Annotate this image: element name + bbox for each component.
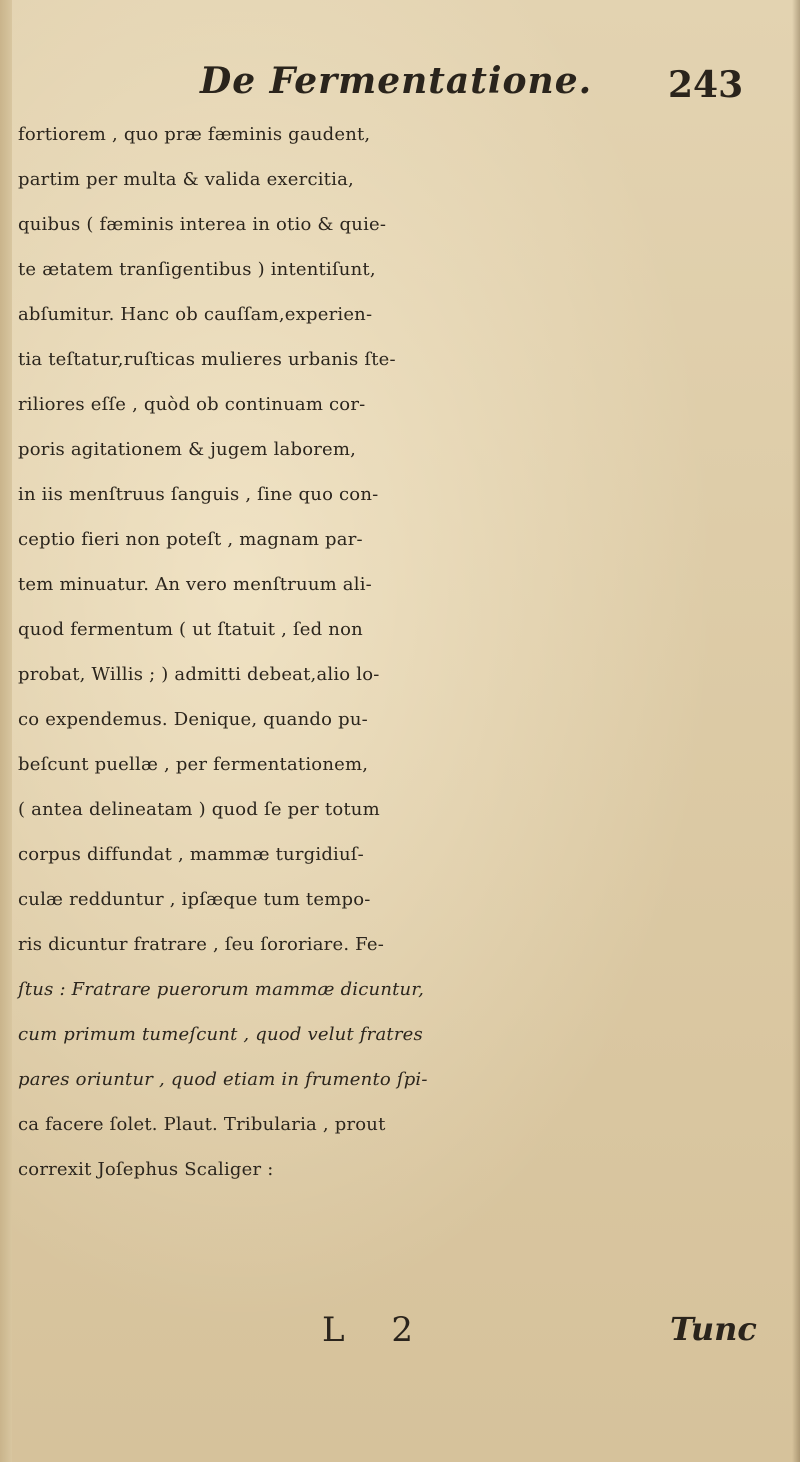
text-line: poris agitationem & jugem laborem, <box>18 439 357 460</box>
text-line: ris dicuntur fratrare , ſeu ſororiare. Fe- <box>18 934 385 955</box>
text-line: quod fermentum ( ut ſtatuit , ſed non <box>18 619 363 640</box>
text-line: tia teſtatur,ruſticas mulieres urbanis ſte- <box>18 349 396 370</box>
page-footer <box>0 1310 800 1360</box>
running-title: De Fermentatione. <box>200 60 593 102</box>
text-line: correxit Joſephus Scaliger : <box>18 1159 274 1180</box>
text-line: partim per multa & valida exercitia, <box>18 169 354 190</box>
text-line: tem minuatur. An vero menſtruum ali- <box>18 574 372 595</box>
text-line: co expendemus. Denique, quando pu- <box>18 709 368 730</box>
text-line: corpus diffundat , mammæ turgidiuſ- <box>18 844 364 865</box>
text-line: culæ redduntur , ipſæque tum tempo- <box>18 889 371 910</box>
signature-mark: L 2 <box>322 1310 432 1350</box>
text-line: ſtus : Fratrare puerorum mammæ dicuntur, <box>18 979 425 1000</box>
text-line: pares oriuntur , quod etiam in frumento ſpi- <box>18 1069 428 1090</box>
text-line: in iis menſtruus ſanguis , ſine quo con- <box>18 484 379 505</box>
text-line: te ætatem tranſigentibus ) intentiſunt, <box>18 259 376 280</box>
text-line: quibus ( fæminis interea in otio & quie- <box>18 214 387 235</box>
text-line: ca facere ſolet. Plaut. Tribularia , prout <box>18 1114 386 1135</box>
text-line: ( antea delineatam ) quod ſe per totum <box>18 799 380 820</box>
text-line: fortiorem , quo præ fæminis gaudent, <box>18 124 371 145</box>
catchword: Tunc <box>670 1310 757 1348</box>
page-number: 243 <box>668 64 744 106</box>
text-line: probat, Willis ; ) admitti debeat,alio lo- <box>18 664 380 685</box>
text-line: abſumitur. Hanc ob cauſſam,experien- <box>18 304 373 325</box>
page-header <box>0 60 800 110</box>
text-line: riliores eſſe , quòd ob continuam cor- <box>18 394 366 415</box>
page-gutter <box>0 0 12 1462</box>
text-line: ceptio fieri non poteſt , magnam par- <box>18 529 363 550</box>
text-line: beſcunt puellæ , per fermentationem, <box>18 754 369 775</box>
text-line: cum primum tumeſcunt , quod velut fratres <box>18 1024 423 1045</box>
body-text <box>18 112 798 1192</box>
